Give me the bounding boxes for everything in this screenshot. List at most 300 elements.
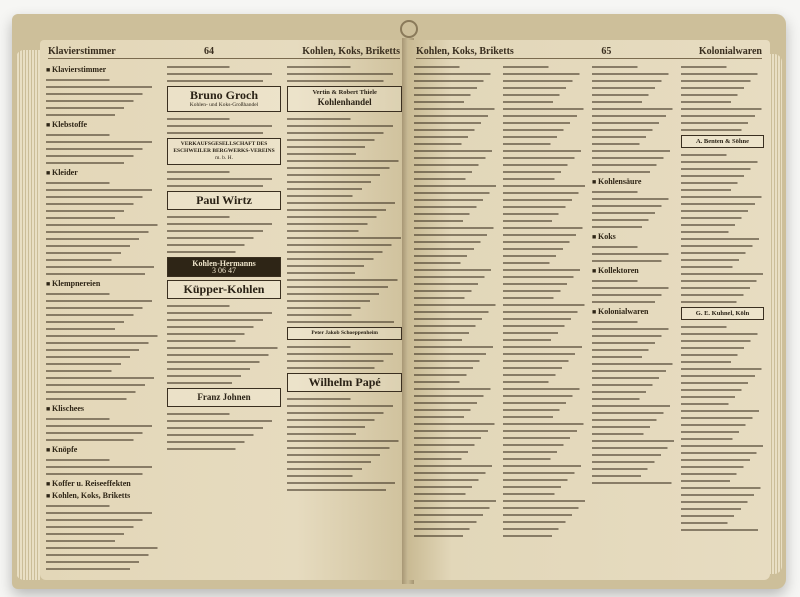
illegible-print-line: [681, 512, 764, 518]
illegible-print-line: [681, 463, 764, 469]
illegible-print-line: [414, 63, 497, 69]
illegible-print-line: [167, 182, 282, 188]
left-col-2: [167, 62, 282, 574]
illegible-print-line: [503, 287, 586, 293]
right-header-page-number: 65: [601, 45, 612, 57]
illegible-print-line: [503, 448, 586, 454]
illegible-print-line: [681, 449, 764, 455]
illegible-print-line: [592, 257, 675, 263]
illegible-print-line: [414, 259, 497, 265]
left-header-page-number: 64: [203, 45, 214, 57]
illegible-print-line: [681, 498, 764, 504]
illegible-print-line: [167, 372, 282, 378]
illegible-print-line: [503, 476, 586, 482]
illegible-print-line: [46, 470, 161, 476]
illegible-print-line: [681, 407, 764, 413]
illegible-print-line: [414, 385, 497, 391]
illegible-print-line: [414, 497, 497, 503]
illegible-print-line: [503, 357, 586, 363]
illegible-print-line: [592, 140, 675, 146]
illegible-print-line: [503, 371, 586, 377]
illegible-print-line: [414, 168, 497, 174]
illegible-print-line: [167, 438, 282, 444]
illegible-print-line: [503, 420, 586, 426]
illegible-print-line: [592, 395, 675, 401]
illegible-print-line: [167, 234, 282, 240]
illegible-print-line: [46, 332, 161, 338]
illegible-print-line: [414, 280, 497, 286]
section-heading: ■ Klavierstimmer: [46, 65, 161, 74]
print-lines: [681, 63, 764, 132]
illegible-print-line: [287, 402, 402, 408]
illegible-print-line: [46, 90, 161, 96]
print-lines: [592, 188, 675, 229]
illegible-print-line: [681, 284, 764, 290]
illegible-print-line: [46, 325, 161, 331]
illegible-print-line: [46, 516, 161, 522]
advert-sub: Kohlenhandel: [317, 97, 372, 107]
illegible-print-line: [167, 115, 282, 121]
illegible-print-line: [592, 444, 675, 450]
right-page: [408, 40, 770, 580]
illegible-print-line: [503, 490, 586, 496]
illegible-print-line: [46, 76, 161, 82]
illegible-print-line: [414, 112, 497, 118]
illegible-print-line: [681, 200, 764, 206]
illegible-print-line: [287, 262, 402, 268]
advert-title: Wilhelm Papé: [308, 375, 381, 389]
illegible-print-line: [592, 147, 675, 153]
illegible-print-line: [681, 77, 764, 83]
illegible-print-line: [167, 323, 282, 329]
advert-title: Bruno Groch: [189, 88, 259, 102]
print-lines: [681, 151, 764, 304]
illegible-print-line: [503, 385, 586, 391]
illegible-print-line: [503, 462, 586, 468]
illegible-print-line: [46, 558, 161, 564]
illegible-print-line: [592, 98, 675, 104]
illegible-print-line: [287, 444, 402, 450]
illegible-print-line: [167, 302, 282, 308]
advert-title: VERKAUFSGESELLSCHAFT DES ESCHWEILER BERGWERKS-VEREINS: [173, 141, 275, 154]
illegible-print-line: [592, 298, 675, 304]
illegible-print-line: [414, 315, 497, 321]
illegible-print-line: [592, 451, 675, 457]
illegible-print-line: [167, 379, 282, 385]
illegible-print-line: [681, 477, 764, 483]
illegible-print-line: [287, 143, 402, 149]
advert-title: Paul Wirtz: [196, 193, 252, 207]
illegible-print-line: [592, 423, 675, 429]
section-heading: ■ Kohlen, Koks, Briketts: [46, 491, 161, 500]
illegible-print-line: [414, 91, 497, 97]
illegible-print-line: [503, 245, 586, 251]
illegible-print-line: [414, 294, 497, 300]
illegible-print-line: [287, 430, 402, 436]
illegible-print-line: [287, 318, 402, 324]
illegible-print-line: [46, 339, 161, 345]
illegible-print-line: [592, 161, 675, 167]
illegible-print-line: [287, 343, 402, 349]
illegible-print-line: [592, 388, 675, 394]
section-heading: ■ Kolonialwaren: [592, 307, 675, 316]
illegible-print-line: [287, 136, 402, 142]
illegible-print-line: [414, 273, 497, 279]
illegible-print-line: [503, 84, 586, 90]
illegible-print-line: [592, 284, 675, 290]
illegible-print-line: [414, 518, 497, 524]
illegible-print-line: [46, 436, 161, 442]
section-heading: ■ Knöpfe: [46, 445, 161, 454]
illegible-print-line: [167, 70, 282, 76]
print-lines: [167, 213, 282, 254]
illegible-print-line: [681, 242, 764, 248]
illegible-print-line: [681, 344, 764, 350]
illegible-print-line: [503, 364, 586, 370]
illegible-print-line: [46, 551, 161, 557]
illegible-print-line: [503, 259, 586, 265]
illegible-print-line: [46, 138, 161, 144]
illegible-print-line: [592, 360, 675, 366]
illegible-print-line: [592, 472, 675, 478]
advert-box: [167, 191, 282, 210]
illegible-print-line: [46, 509, 161, 515]
illegible-print-line: [681, 330, 764, 336]
illegible-print-line: [592, 250, 675, 256]
print-lines: [46, 456, 161, 476]
illegible-print-line: [681, 214, 764, 220]
illegible-print-line: [414, 238, 497, 244]
illegible-print-line: [592, 458, 675, 464]
illegible-print-line: [503, 189, 586, 195]
illegible-print-line: [503, 231, 586, 237]
illegible-print-line: [681, 228, 764, 234]
illegible-print-line: [503, 315, 586, 321]
section-heading: ■ Koffer u. Reiseeffekten: [46, 479, 161, 488]
illegible-print-line: [167, 63, 282, 69]
illegible-print-line: [503, 273, 586, 279]
illegible-print-line: [592, 346, 675, 352]
illegible-print-line: [681, 414, 764, 420]
illegible-print-line: [592, 91, 675, 97]
illegible-print-line: [681, 207, 764, 213]
print-lines: [46, 76, 161, 117]
illegible-print-line: [46, 249, 161, 255]
illegible-print-line: [592, 318, 675, 324]
illegible-print-line: [287, 157, 402, 163]
illegible-print-line: [46, 415, 161, 421]
advert-box: [287, 373, 402, 392]
illegible-print-line: [46, 311, 161, 317]
illegible-print-line: [681, 484, 764, 490]
illegible-print-line: [592, 188, 675, 194]
illegible-print-line: [414, 427, 497, 433]
illegible-print-line: [681, 249, 764, 255]
illegible-print-line: [592, 154, 675, 160]
illegible-print-line: [592, 195, 675, 201]
illegible-print-line: [503, 308, 586, 314]
illegible-print-line: [681, 298, 764, 304]
illegible-print-line: [414, 252, 497, 258]
illegible-print-line: [414, 392, 497, 398]
advert-title: Peter Jakob Schoeppenheim: [311, 330, 378, 336]
illegible-print-line: [287, 234, 402, 240]
advert-box: [167, 280, 282, 299]
print-lines: [681, 323, 764, 532]
illegible-print-line: [287, 129, 402, 135]
illegible-print-line: [46, 186, 161, 192]
illegible-print-line: [167, 365, 282, 371]
illegible-print-line: [414, 196, 497, 202]
illegible-print-line: [592, 209, 675, 215]
illegible-print-line: [287, 220, 402, 226]
illegible-print-line: [681, 505, 764, 511]
illegible-print-line: [46, 360, 161, 366]
illegible-print-line: [46, 544, 161, 550]
illegible-print-line: [46, 179, 161, 185]
illegible-print-line: [503, 70, 586, 76]
illegible-print-line: [287, 248, 402, 254]
illegible-print-line: [414, 217, 497, 223]
illegible-print-line: [414, 413, 497, 419]
print-lines: [167, 410, 282, 451]
illegible-print-line: [414, 147, 497, 153]
illegible-print-line: [46, 235, 161, 241]
right-columns: [414, 62, 764, 574]
illegible-print-line: [46, 318, 161, 324]
illegible-print-line: [287, 290, 402, 296]
illegible-print-line: [287, 213, 402, 219]
illegible-print-line: [503, 532, 586, 538]
illegible-print-line: [414, 98, 497, 104]
illegible-print-line: [681, 393, 764, 399]
illegible-print-line: [46, 429, 161, 435]
print-lines: [167, 168, 282, 188]
illegible-print-line: [681, 151, 764, 157]
illegible-print-line: [287, 472, 402, 478]
left-col-3: [287, 62, 402, 574]
illegible-print-line: [287, 276, 402, 282]
illegible-print-line: [592, 202, 675, 208]
illegible-print-line: [46, 159, 161, 165]
illegible-print-line: [167, 175, 282, 181]
illegible-print-line: [414, 84, 497, 90]
advert-title: A. Benten & Söhne: [695, 138, 750, 145]
illegible-print-line: [503, 182, 586, 188]
section-heading: ■ Klebstoffe: [46, 120, 161, 129]
print-lines: [287, 343, 402, 370]
illegible-print-line: [167, 358, 282, 364]
binding-ring: [400, 20, 418, 38]
illegible-print-line: [503, 140, 586, 146]
illegible-print-line: [46, 502, 161, 508]
illegible-print-line: [681, 119, 764, 125]
illegible-print-line: [592, 291, 675, 297]
illegible-print-line: [681, 112, 764, 118]
illegible-print-line: [287, 269, 402, 275]
illegible-print-line: [681, 270, 764, 276]
illegible-print-line: [681, 519, 764, 525]
print-lines: [503, 63, 586, 538]
illegible-print-line: [503, 301, 586, 307]
illegible-print-line: [592, 119, 675, 125]
illegible-print-line: [287, 241, 402, 247]
illegible-print-line: [167, 77, 282, 83]
illegible-print-line: [287, 458, 402, 464]
illegible-print-line: [503, 196, 586, 202]
illegible-print-line: [414, 483, 497, 489]
illegible-print-line: [46, 346, 161, 352]
advert-title: Vertin & Robert Thiele: [312, 89, 377, 96]
print-lines: [287, 63, 402, 83]
illegible-print-line: [414, 399, 497, 405]
print-lines: [592, 63, 675, 174]
illegible-print-line: [592, 168, 675, 174]
advert-sub: 3 06 47: [212, 266, 236, 275]
illegible-print-line: [167, 431, 282, 437]
illegible-print-line: [681, 256, 764, 262]
illegible-print-line: [681, 323, 764, 329]
illegible-print-line: [414, 329, 497, 335]
illegible-print-line: [681, 84, 764, 90]
illegible-print-line: [503, 126, 586, 132]
illegible-print-line: [167, 168, 282, 174]
illegible-print-line: [287, 395, 402, 401]
illegible-print-line: [167, 330, 282, 336]
illegible-print-line: [592, 374, 675, 380]
illegible-print-line: [503, 336, 586, 342]
illegible-print-line: [592, 216, 675, 222]
illegible-print-line: [503, 406, 586, 412]
right-col-4: [681, 62, 764, 574]
illegible-print-line: [287, 357, 402, 363]
illegible-print-line: [414, 105, 497, 111]
illegible-print-line: [592, 430, 675, 436]
illegible-print-line: [681, 186, 764, 192]
illegible-print-line: [503, 105, 586, 111]
print-lines: [46, 415, 161, 442]
illegible-print-line: [503, 119, 586, 125]
illegible-print-line: [503, 294, 586, 300]
illegible-print-line: [414, 406, 497, 412]
illegible-print-line: [167, 122, 282, 128]
illegible-print-line: [592, 437, 675, 443]
advert-title: Küpper-Kohlen: [183, 282, 265, 296]
illegible-print-line: [681, 179, 764, 185]
illegible-print-line: [681, 351, 764, 357]
illegible-print-line: [287, 227, 402, 233]
illegible-print-line: [503, 175, 586, 181]
illegible-print-line: [167, 248, 282, 254]
illegible-print-line: [681, 263, 764, 269]
illegible-print-line: [414, 420, 497, 426]
illegible-print-line: [681, 456, 764, 462]
illegible-print-line: [46, 104, 161, 110]
advert-box: [287, 86, 402, 112]
illegible-print-line: [414, 378, 497, 384]
illegible-print-line: [414, 441, 497, 447]
illegible-print-line: [167, 344, 282, 350]
illegible-print-line: [503, 399, 586, 405]
right-page-header: [416, 44, 762, 59]
illegible-print-line: [287, 423, 402, 429]
illegible-print-line: [287, 283, 402, 289]
illegible-print-line: [503, 329, 586, 335]
illegible-print-line: [414, 357, 497, 363]
advert-box: [167, 257, 282, 277]
illegible-print-line: [592, 70, 675, 76]
illegible-print-line: [592, 479, 675, 485]
illegible-print-line: [503, 168, 586, 174]
illegible-print-line: [592, 339, 675, 345]
illegible-print-line: [414, 203, 497, 209]
advert-box: [167, 388, 282, 407]
illegible-print-line: [414, 301, 497, 307]
illegible-print-line: [681, 70, 764, 76]
illegible-print-line: [592, 465, 675, 471]
illegible-print-line: [592, 381, 675, 387]
illegible-print-line: [414, 161, 497, 167]
illegible-print-line: [681, 442, 764, 448]
illegible-print-line: [503, 511, 586, 517]
illegible-print-line: [681, 221, 764, 227]
advert-box: [167, 86, 282, 112]
illegible-print-line: [681, 98, 764, 104]
illegible-print-line: [414, 364, 497, 370]
illegible-print-line: [681, 365, 764, 371]
illegible-print-line: [681, 235, 764, 241]
illegible-print-line: [414, 175, 497, 181]
illegible-print-line: [414, 154, 497, 160]
illegible-print-line: [46, 530, 161, 536]
illegible-print-line: [287, 297, 402, 303]
illegible-print-line: [287, 70, 402, 76]
illegible-print-line: [681, 400, 764, 406]
illegible-print-line: [681, 372, 764, 378]
illegible-print-line: [503, 133, 586, 139]
illegible-print-line: [503, 203, 586, 209]
illegible-print-line: [414, 371, 497, 377]
left-columns: [46, 62, 402, 574]
illegible-print-line: [46, 152, 161, 158]
print-lines: [592, 318, 675, 485]
illegible-print-line: [414, 434, 497, 440]
illegible-print-line: [287, 77, 402, 83]
left-page: [40, 40, 408, 580]
illegible-print-line: [681, 526, 764, 532]
illegible-print-line: [287, 465, 402, 471]
illegible-print-line: [167, 445, 282, 451]
illegible-print-line: [592, 402, 675, 408]
illegible-print-line: [287, 192, 402, 198]
illegible-print-line: [46, 242, 161, 248]
illegible-print-line: [46, 270, 161, 276]
illegible-print-line: [681, 491, 764, 497]
illegible-print-line: [681, 63, 764, 69]
open-book: [12, 14, 786, 589]
illegible-print-line: [287, 178, 402, 184]
illegible-print-line: [681, 165, 764, 171]
illegible-print-line: [681, 172, 764, 178]
illegible-print-line: [503, 483, 586, 489]
illegible-print-line: [46, 97, 161, 103]
illegible-print-line: [681, 337, 764, 343]
right-header-right: Kolonialwaren: [698, 45, 762, 57]
illegible-print-line: [592, 84, 675, 90]
print-lines: [592, 243, 675, 263]
right-col-2: [503, 62, 586, 574]
advert-box: [681, 307, 764, 320]
